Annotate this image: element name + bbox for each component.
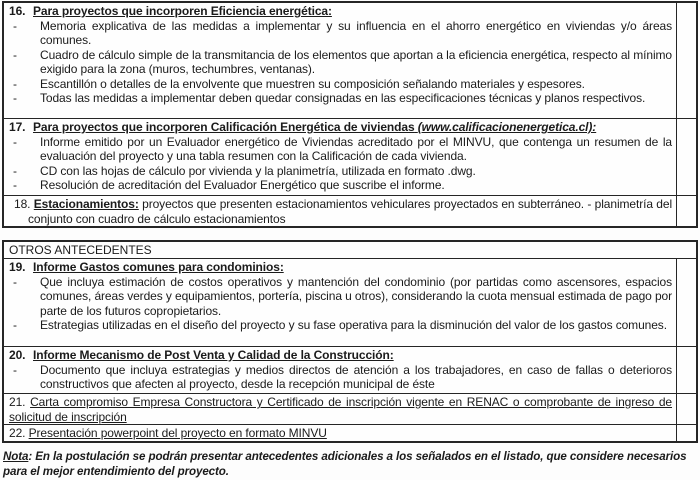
- footnote-text: : En la postulación se podrán presentar antecedentes adicionales a los señalados en el listado, que considere necesarios para el mejor entendimiento del proyecto.: [3, 450, 687, 479]
- checkbox-cell: [676, 425, 696, 441]
- item-18-lead: Estacionamientos:: [33, 197, 139, 211]
- bullet-dash: -: [13, 18, 17, 33]
- table-row-item-20: [4, 346, 696, 393]
- table-row-item-21: [4, 393, 696, 424]
- item-number: 16.: [9, 4, 26, 18]
- bullet-dash: -: [13, 91, 17, 105]
- bullet-text: Documento que incluya estrategias y medios directos de atención a los trabajadores, en caso de fallas o deterioros constructivos que afecten al proyecto, desde la recepción municipal de éste: [40, 362, 672, 391]
- section-header: OTROS ANTECEDENTES: [9, 243, 152, 257]
- checkbox-cell: [676, 259, 696, 346]
- item-20-title: Informe Mecanismo de Post Venta y Calidad de la Construcción:: [33, 348, 394, 362]
- bullet-text: Estrategias utilizadas en el diseño del proyecto y su fase operativa para la disminución del valor de los gastos comunes.: [40, 318, 667, 332]
- checkbox-cell: [676, 347, 696, 393]
- bullet-dash: -: [13, 134, 17, 149]
- item-21-text: Carta compromiso Empresa Constructora y Certificado de inscripción vigente en RENAC o comprobante de ingreso de solicitud de inscripción: [9, 395, 673, 424]
- bullet-text: CD con las hojas de cálculo por vivienda y la planimetría, utilizada en formato .dwg.: [40, 163, 476, 178]
- item-16-heading: [9, 4, 672, 19]
- item-20-heading: [9, 348, 672, 363]
- checkbox-cell: [676, 119, 696, 195]
- item-18-paragraph: [9, 197, 672, 226]
- section-header-row: [4, 242, 696, 258]
- bullet-text: Escantillón o detalles de la envolvente que muestren su composición señalando materiales y espesores.: [40, 76, 585, 91]
- item-number: 18.: [14, 197, 31, 211]
- table-row-item-16: [4, 3, 696, 118]
- list-item: [9, 363, 672, 392]
- bullet-text: Todas las medidas a implementar deben quedar consignadas en las especificaciones técnicas y planos respectivos.: [40, 91, 646, 105]
- list-item: [9, 318, 672, 333]
- item-21-paragraph: [9, 395, 672, 424]
- bullet-dash: -: [13, 178, 17, 192]
- bullet-dash: -: [13, 362, 17, 377]
- list-item: [9, 135, 672, 164]
- item-17-title: Para proyectos que incorporen Calificación Energética de viviendas (www.calificacionenergetica.cl):: [33, 120, 597, 134]
- bullet-dash: -: [13, 163, 17, 178]
- bullet-text: Memoria explicativa de las medidas a implementar y su influencia en el ahorro energético en viviendas y/o áreas comunes.: [40, 18, 672, 47]
- checkbox-cell: [676, 196, 696, 226]
- item-22-paragraph: [9, 426, 672, 441]
- item-number: 17.: [9, 120, 26, 134]
- item-22-text: Presentación powerpoint del proyecto en formato MINVU: [28, 426, 327, 440]
- item-number: 22.: [9, 426, 26, 440]
- bullet-text: Resolución de acreditación del Evaluador Energético que suscribe el informe.: [40, 178, 445, 192]
- item-number: 19.: [9, 260, 26, 274]
- item-17-title-url: (www.calificacionenergetica.cl):: [417, 120, 597, 134]
- bullet-text: Que incluya estimación de costos operativos y mantención del condominio (por partidas como ascensores, espacios comunes, áreas verdes y equipamientos, portería, piscina u otros), considerando la cuota mensual estimada de pago por parte de los futuros copropietarios.: [40, 274, 673, 318]
- footnote: [3, 449, 696, 480]
- item-number: 21.: [9, 395, 26, 409]
- bullet-dash: -: [13, 274, 17, 289]
- table-row-item-19: [4, 258, 696, 346]
- table-row-item-22: [4, 424, 696, 441]
- list-item: [9, 77, 672, 92]
- bullet-dash: -: [13, 318, 17, 332]
- bullet-text: Cuadro de cálculo simple de la transmitancia de los elementos que aportan a la eficiencia energética, respecto al mínimo exigido para la zona (muros, techumbres, ventanas).: [40, 47, 672, 76]
- list-item: [9, 91, 672, 106]
- table-row-item-17: [4, 118, 696, 195]
- checkbox-cell: [676, 394, 696, 424]
- item-19-heading: [9, 260, 672, 275]
- footnote-label: Nota: [3, 450, 29, 463]
- item-19-title: Informe Gastos comunes para condominios:: [33, 260, 284, 274]
- list-item: [9, 19, 672, 48]
- table-row-item-18: [4, 195, 696, 226]
- bullet-dash: -: [13, 47, 17, 62]
- item-18-text: proyectos que presenten estacionamientos vehiculares proyectados en subterráneo. - planimetría del conjunto con cuadro de cálculo estacionamientos: [28, 197, 673, 226]
- requirements-table-other: [2, 240, 698, 443]
- bullet-text: Informe emitido por un Evaluador energético de Viviendas acreditado por el MINVU, que contenga un resumen de la evaluación del proyecto y una tabla resumen con la Calificación de cada vivienda.: [40, 134, 672, 163]
- bullet-dash: -: [13, 76, 17, 91]
- item-17-heading: [9, 120, 672, 135]
- item-number: 20.: [9, 348, 26, 362]
- list-item: [9, 48, 672, 77]
- requirements-table-energy: [2, 1, 698, 228]
- list-item: [9, 178, 672, 193]
- list-item: [9, 164, 672, 179]
- item-16-title: Para proyectos que incorporen Eficiencia energética:: [33, 4, 332, 18]
- checkbox-cell: [676, 3, 696, 118]
- list-item: [9, 275, 672, 319]
